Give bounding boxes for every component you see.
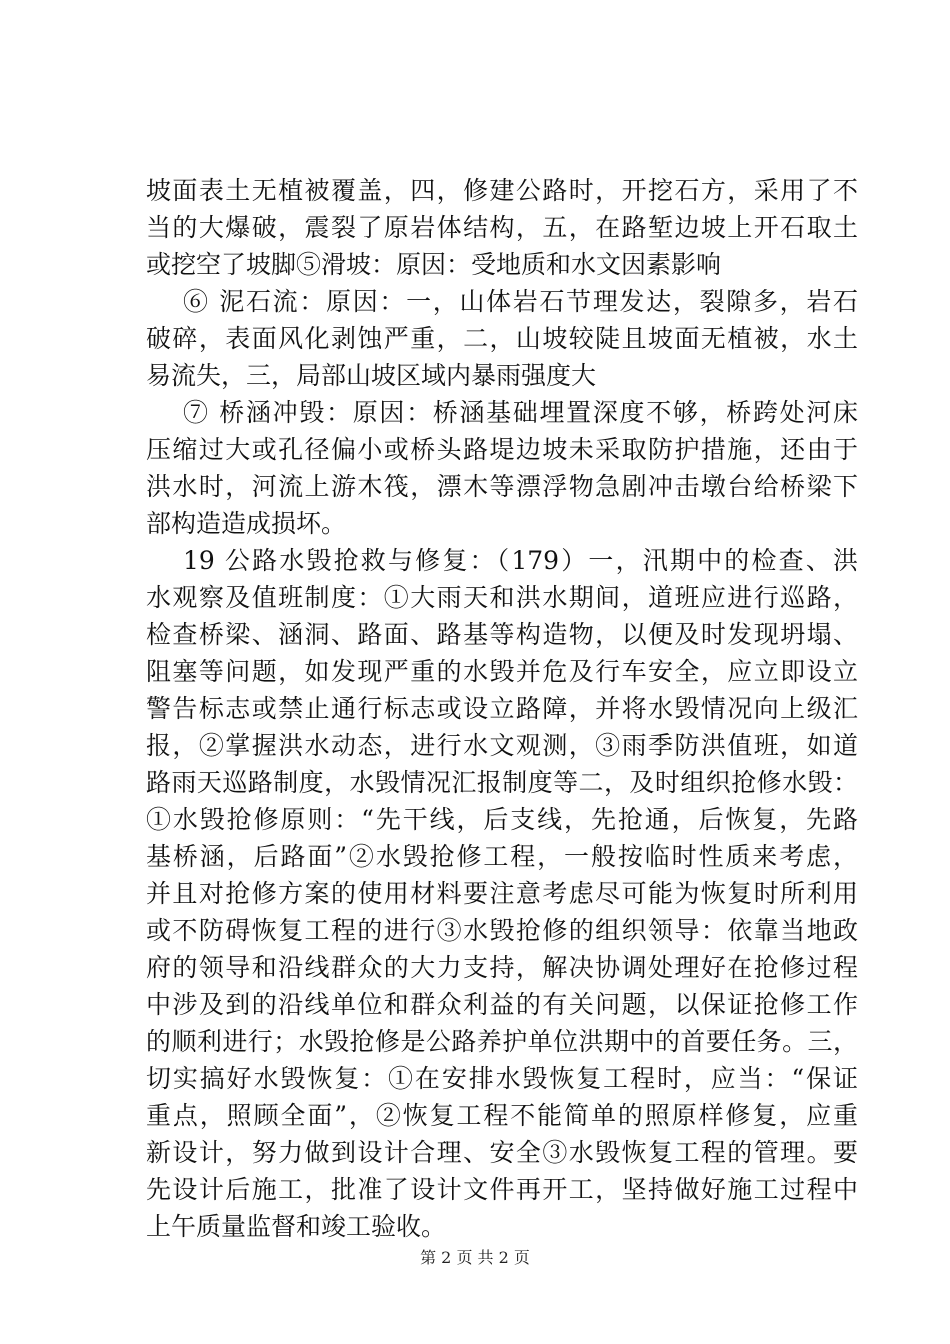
text-line: 报，②掌握洪水动态，进行水文观测，③雨季防洪值班，如道 [146,731,858,760]
text-line: 水观察及值班制度：①大雨天和洪水期间，道班应进行巡路， [146,583,858,612]
text-line: ⑥ 泥石流：原因：一，山体岩石节理发达，裂隙多，岩石 [183,287,858,316]
text-line: 新设计，努力做到设计合理、安全③水毁恢复工程的管理。要 [146,1138,858,1167]
text-line: 易流失，三，局部山坡区域内暴雨强度大 [146,361,597,390]
text-line: 中涉及到的沿线单位和群众利益的有关问题，以保证抢修工作 [146,990,858,1019]
text-line: 破碎，表面风化剥蚀严重，二，山坡较陡且坡面无植被，水土 [146,324,858,353]
text-line: 或挖空了坡脚⑤滑坡：原因：受地质和水文因素影响 [146,250,722,279]
text-line: 警告标志或禁止通行标志或设立路障，并将水毁情况向上级汇 [146,694,858,723]
text-line: 或不防碍恢复工程的进行③水毁抢修的组织领导：依靠当地政 [146,916,858,945]
page-footer: 第 2 页 共 2 页 [420,1248,530,1267]
text-line: 压缩过大或孔径偏小或桥头路堤边坡未采取防护措施，还由于 [146,435,858,464]
text-line: 阻塞等问题，如发现严重的水毁并危及行车安全，应立即设立 [146,657,858,686]
text-line: 上午质量监督和竣工验收。 [146,1212,447,1241]
text-line: 当的大爆破，震裂了原岩体结构，五，在路堑边坡上开石取土 [146,213,858,242]
text-line: 19 公路水毁抢救与修复：（179）一，汛期中的检查、洪 [183,546,858,575]
text-line: 府的领导和沿线群众的大力支持，解决协调处理好在抢修过程 [146,953,858,982]
text-line: 重点，照顾全面”，②恢复工程不能简单的照原样修复，应重 [146,1101,858,1130]
text-line: 检查桥梁、涵洞、路面、路基等构造物，以便及时发现坍塌、 [146,620,858,649]
text-line: 基桥涵，后路面”②水毁抢修工程，一般按临时性质来考虑， [146,842,858,871]
text-line: 切实搞好水毁恢复：①在安排水毁恢复工程时，应当：“保证 [146,1064,858,1093]
text-line: 洪水时，河流上游木筏，漂木等漂浮物急剧冲击墩台给桥梁下 [146,472,858,501]
text-line: ⑦ 桥涵冲毁：原因：桥涵基础埋置深度不够，桥跨处河床 [183,398,858,427]
text-line: 先设计后施工，批准了设计文件再开工，坚持做好施工过程中 [146,1175,858,1204]
text-line: ①水毁抢修原则：“先干线，后支线，先抢通，后恢复，先路 [146,805,858,834]
text-line: 坡面表土无植被覆盖，四，修建公路时，开挖石方，采用了不 [146,176,858,205]
text-line: 路雨天巡路制度，水毁情况汇报制度等二，及时组织抢修水毁： [146,768,858,797]
text-line: 部构造造成损坏。 [146,509,347,538]
text-line: 的顺利进行；水毁抢修是公路养护单位洪期中的首要任务。三， [146,1027,858,1056]
document-body [146,172,858,1245]
text-line: 并且对抢修方案的使用材料要注意考虑尽可能为恢复时所利用 [146,879,858,908]
